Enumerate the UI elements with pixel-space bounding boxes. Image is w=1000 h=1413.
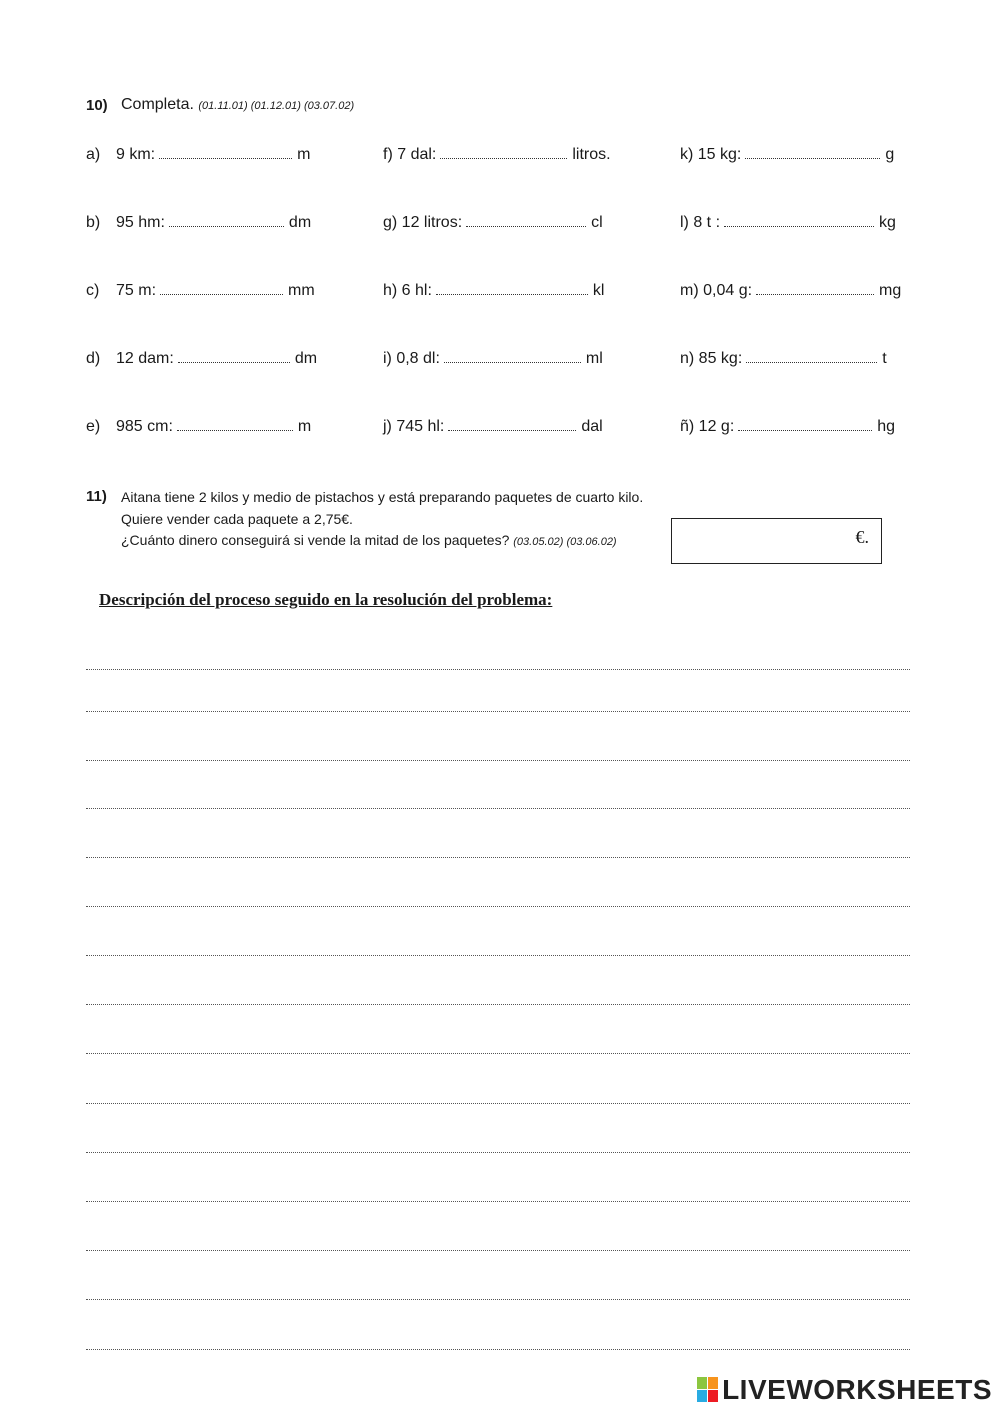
item-letter: c) (86, 282, 100, 299)
question-10-codes: (01.11.01) (01.12.01) (03.07.02) (198, 100, 355, 112)
writing-line[interactable] (86, 711, 910, 712)
writing-line[interactable] (86, 669, 910, 670)
question-11-line-2: Quiere vender cada paquete a 2,75€. (121, 511, 353, 527)
writing-line[interactable] (86, 808, 910, 809)
answer-blank[interactable] (444, 361, 581, 363)
writing-line[interactable] (86, 1103, 910, 1104)
writing-line[interactable] (86, 857, 910, 858)
conversion-item (86, 146, 310, 164)
item-unit: g (885, 146, 895, 163)
conversion-item (383, 282, 604, 300)
item-expression: f) 7 dal: (383, 146, 437, 163)
item-expression: j) 745 hl: (383, 418, 445, 435)
description-heading: Descripción del proceso seguido en la resolución del problema: (99, 590, 553, 609)
answer-box[interactable] (671, 518, 882, 564)
item-unit: hg (877, 418, 896, 435)
answer-blank[interactable] (745, 157, 880, 159)
conversion-row (0, 214, 1000, 238)
conversion-item (383, 418, 603, 436)
question-11-number: 11) (86, 488, 107, 505)
conversion-row (0, 418, 1000, 442)
question-11-line-1: Aitana tiene 2 kilos y medio de pistachos y está preparando paquetes de cuarto kilo. (121, 489, 644, 505)
answer-blank[interactable] (738, 429, 872, 431)
question-11-question: ¿Cuánto dinero conseguirá si vende la mitad de los paquetes? (121, 532, 510, 548)
conversion-item (86, 282, 315, 300)
writing-line[interactable] (86, 1349, 910, 1350)
item-expression: 985 cm: (116, 418, 173, 435)
item-expression: 9 km: (116, 146, 156, 163)
logo-text: LIVEWORKSHEETS (722, 1374, 992, 1405)
writing-line[interactable] (86, 1250, 910, 1251)
item-unit: cl (591, 214, 603, 231)
conversion-row (0, 350, 1000, 374)
answer-unit: €. (855, 527, 869, 547)
conversion-row (0, 146, 1000, 170)
item-unit: ml (585, 350, 603, 367)
item-unit: mg (879, 282, 902, 299)
writing-line[interactable] (86, 1053, 910, 1054)
item-unit: m (297, 146, 311, 163)
writing-line[interactable] (86, 906, 910, 907)
logo-blocks-icon (697, 1377, 719, 1403)
answer-blank[interactable] (746, 361, 877, 363)
answer-blank[interactable] (178, 361, 290, 363)
question-10-number: 10) (86, 97, 108, 114)
liveworksheets-logo (697, 1374, 992, 1406)
answer-blank[interactable] (724, 225, 874, 227)
writing-line[interactable] (86, 1299, 910, 1300)
item-unit: dm (288, 214, 312, 231)
conversion-item (86, 418, 311, 436)
item-expression: g) 12 litros: (383, 214, 463, 231)
conversion-item (86, 214, 311, 232)
item-unit: litros. (572, 146, 611, 163)
item-unit: mm (288, 282, 315, 299)
answer-blank[interactable] (436, 293, 588, 295)
writing-line[interactable] (86, 1201, 910, 1202)
item-unit: dm (294, 350, 318, 367)
conversion-row (0, 282, 1000, 306)
writing-line[interactable] (86, 760, 910, 761)
item-expression: ñ) 12 g: (680, 418, 735, 435)
item-expression: 12 dam: (116, 350, 174, 367)
conversion-item (680, 350, 887, 368)
conversion-item (86, 350, 317, 368)
question-10-title (121, 96, 354, 114)
item-expression: k) 15 kg: (680, 146, 742, 163)
question-11-codes: (03.05.02) (03.06.02) (513, 536, 617, 548)
conversion-item (383, 146, 611, 164)
item-unit: t (882, 350, 887, 367)
item-expression: 95 hm: (116, 214, 165, 231)
answer-blank[interactable] (159, 157, 292, 159)
item-letter: d) (86, 350, 101, 367)
answer-blank[interactable] (448, 429, 576, 431)
conversion-item (680, 282, 901, 300)
item-unit: kg (879, 214, 896, 231)
conversion-item (383, 214, 603, 232)
conversion-item (680, 418, 895, 436)
answer-blank[interactable] (466, 225, 586, 227)
conversion-item (680, 146, 894, 164)
answer-blank[interactable] (160, 293, 283, 295)
writing-line[interactable] (86, 1004, 910, 1005)
question-10-instruction: Completa. (121, 96, 194, 113)
item-unit: dal (581, 418, 603, 435)
item-expression: 75 m: (116, 282, 157, 299)
conversion-item (383, 350, 603, 368)
item-letter: e) (86, 418, 101, 435)
item-expression: m) 0,04 g: (680, 282, 753, 299)
conversion-item (680, 214, 896, 232)
item-expression: n) 85 kg: (680, 350, 743, 367)
answer-blank[interactable] (169, 225, 284, 227)
writing-line[interactable] (86, 955, 910, 956)
item-unit: m (297, 418, 312, 435)
item-letter: a) (86, 146, 101, 163)
item-expression: h) 6 hl: (383, 282, 432, 299)
answer-blank[interactable] (177, 429, 293, 431)
writing-line[interactable] (86, 1152, 910, 1153)
answer-blank[interactable] (756, 293, 874, 295)
item-expression: i) 0,8 dl: (383, 350, 440, 367)
item-unit: kl (592, 282, 605, 299)
answer-blank[interactable] (440, 157, 567, 159)
item-expression: l) 8 t : (680, 214, 721, 231)
question-11-line-3 (121, 532, 617, 548)
item-letter: b) (86, 214, 101, 231)
